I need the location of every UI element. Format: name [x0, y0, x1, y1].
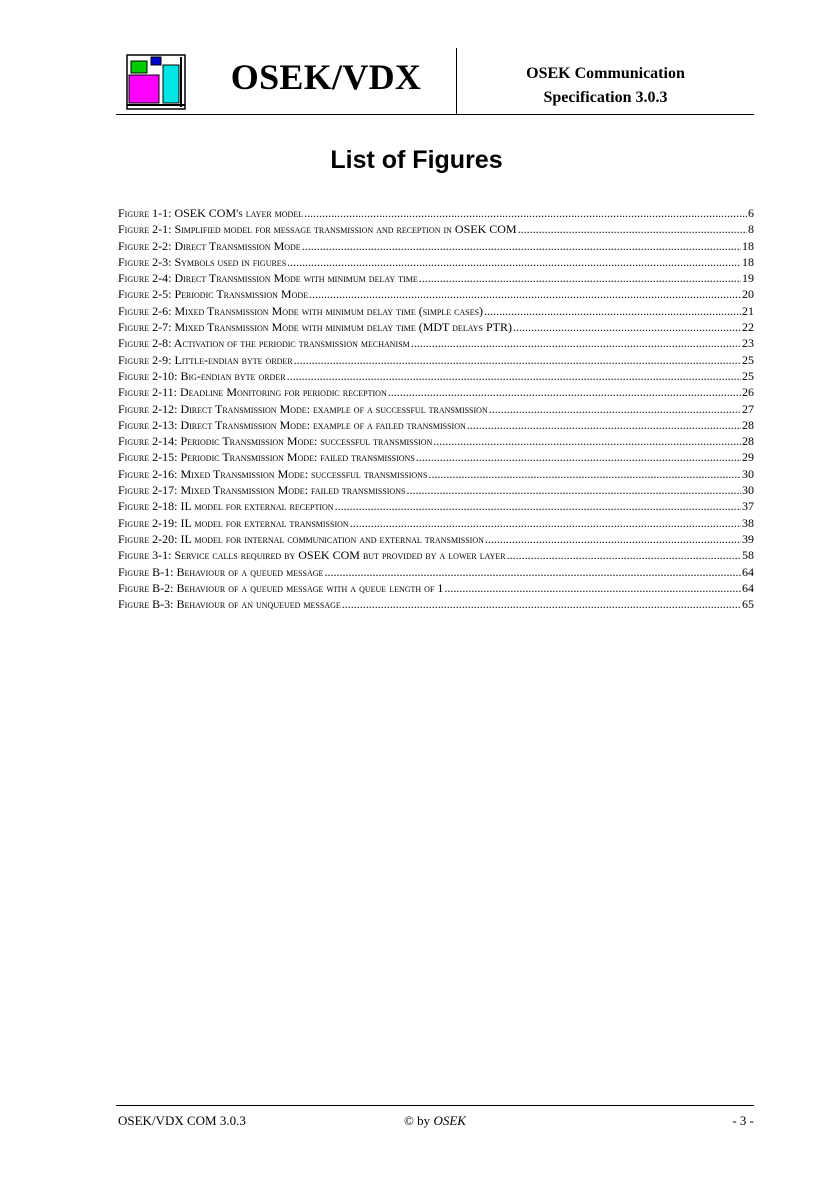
copyright-org: OSEK — [433, 1113, 466, 1128]
figure-entry-title — [118, 499, 334, 514]
figure-entry[interactable] — [118, 206, 754, 222]
dot-leader — [309, 287, 741, 302]
figure-entry-title — [118, 565, 323, 580]
figure-entry-title — [118, 450, 415, 465]
figure-entry[interactable] — [118, 222, 754, 238]
figure-entry[interactable] — [118, 597, 754, 613]
figure-label: Figure 2-17: — [118, 483, 178, 498]
figure-caption: Mixed Transmission Mode: failed transmissions — [180, 483, 406, 498]
figure-entry[interactable] — [118, 353, 754, 369]
figure-caption: Service calls required by OSEK COM but provided by a lower layer — [174, 548, 506, 563]
figure-entry-title — [118, 434, 432, 449]
figure-entry[interactable] — [118, 499, 754, 515]
figure-entry-title — [118, 304, 483, 319]
figure-entry[interactable] — [118, 450, 754, 466]
figure-entry-title — [118, 483, 405, 498]
figure-entry-title — [118, 320, 512, 335]
figure-page-number: 64 — [742, 564, 754, 579]
figure-caption: IL model for external reception — [180, 499, 334, 514]
figure-entry-title — [118, 532, 484, 547]
dot-leader — [428, 467, 741, 482]
figure-label: Figure 2-16: — [118, 466, 178, 481]
figure-entry[interactable] — [118, 565, 754, 581]
figure-entry[interactable] — [118, 304, 754, 320]
figure-label: Figure 2-12: — [118, 401, 178, 416]
figure-caption: Periodic Transmission Mode: successful transmission — [180, 434, 433, 449]
figure-caption: Mixed Transmission Mode with minimum delay time (MDT delays PTR) — [174, 320, 512, 335]
dot-leader — [518, 222, 747, 237]
figure-entry[interactable] — [118, 402, 754, 418]
figure-page-number: 39 — [742, 531, 754, 546]
dot-leader — [324, 565, 741, 580]
figure-page-number: 20 — [742, 287, 754, 302]
footer-doc-id: OSEK/VDX COM 3.0.3 — [118, 1113, 246, 1128]
figure-page-number: 21 — [742, 303, 754, 318]
dot-leader — [335, 499, 741, 514]
figure-entry[interactable] — [118, 434, 754, 450]
figure-page-number: 27 — [742, 401, 754, 416]
figure-entry[interactable] — [118, 483, 754, 499]
figure-caption: Direct Transmission Mode: example of a failed transmission — [180, 417, 466, 432]
figure-page-number: 18 — [742, 254, 754, 269]
page-header — [116, 48, 754, 115]
figure-label: Figure 2-19: — [118, 515, 178, 530]
figure-entry[interactable] — [118, 467, 754, 483]
dot-leader — [507, 548, 741, 563]
figure-entry-title — [118, 287, 308, 302]
figure-caption: Periodic Transmission Mode — [174, 287, 309, 302]
figure-entry[interactable] — [118, 320, 754, 336]
figure-caption: Behaviour of a queued message — [176, 564, 324, 579]
figure-label: Figure 2-8: — [118, 336, 172, 351]
dot-leader — [388, 385, 741, 400]
figure-caption: Mixed Transmission Mode with minimum delay time (simple cases) — [174, 303, 484, 318]
dot-leader — [484, 304, 741, 319]
figure-entry[interactable] — [118, 369, 754, 385]
figure-page-number: 26 — [742, 385, 754, 400]
spec-title — [457, 62, 754, 110]
figure-label: Figure 2-10: — [118, 368, 178, 383]
figure-entry[interactable] — [118, 581, 754, 597]
brand-title: OSEK/VDX — [230, 57, 422, 97]
figure-entry[interactable] — [118, 255, 754, 271]
figure-entry[interactable] — [118, 336, 754, 352]
dot-leader — [287, 255, 741, 270]
figure-caption: Activation of the periodic transmission mechanism — [173, 336, 410, 351]
dot-leader — [406, 483, 741, 498]
figure-caption: IL model for internal communication and external transmission — [180, 531, 484, 546]
figure-entry-title — [118, 385, 387, 400]
figure-caption: Direct Transmission Mode — [174, 238, 301, 253]
figure-label: Figure B-2: — [118, 580, 174, 595]
figure-entry-title — [118, 418, 466, 433]
figure-label: Figure 2-9: — [118, 352, 172, 367]
figure-caption: Big-endian byte order — [180, 368, 286, 383]
figure-page-number: 25 — [742, 352, 754, 367]
figure-page-number: 30 — [742, 466, 754, 481]
figure-label: Figure 2-5: — [118, 287, 172, 302]
figure-entry-title — [118, 369, 286, 384]
figure-page-number: 23 — [742, 336, 754, 351]
dot-leader — [419, 271, 741, 286]
figure-label: Figure 2-4: — [118, 271, 172, 286]
figure-entry-title — [118, 222, 517, 237]
dot-leader — [304, 206, 747, 221]
figure-caption: Simplified model for message transmission and reception in OSEK COM — [174, 222, 517, 237]
figure-caption: Mixed Transmission Mode: successful transmissions — [180, 466, 428, 481]
figure-label: Figure 2-13: — [118, 417, 178, 432]
figure-page-number: 65 — [742, 597, 754, 612]
figure-entry-title — [118, 581, 443, 596]
figure-label: Figure 2-7: — [118, 320, 172, 335]
figure-entry-title — [118, 239, 301, 254]
figure-entry-title — [118, 206, 303, 221]
figure-caption: Direct Transmission Mode: example of a successful transmission — [180, 401, 488, 416]
figure-page-number: 58 — [742, 548, 754, 563]
figure-page-number: 28 — [742, 417, 754, 432]
figure-entry[interactable] — [118, 418, 754, 434]
figure-caption: Behaviour of a queued message with a queue length of 1 — [176, 580, 444, 595]
dot-leader — [287, 369, 741, 384]
footer-page-number: - 3 - — [732, 1113, 754, 1128]
figure-entry-title — [118, 467, 427, 482]
figure-label: Figure 3-1: — [118, 548, 172, 563]
dot-leader — [444, 581, 741, 596]
figure-caption: Behaviour of an unqueued message — [176, 597, 341, 612]
figure-entry[interactable] — [118, 271, 754, 287]
figure-page-number: 29 — [742, 450, 754, 465]
spec-line-1: OSEK Communication — [526, 65, 685, 82]
footer-copyright — [116, 1113, 754, 1129]
figure-caption: IL model for external transmission — [180, 515, 349, 530]
dot-leader — [489, 402, 741, 417]
dot-leader — [433, 434, 741, 449]
osek-logo-icon — [125, 53, 187, 111]
figure-page-number: 19 — [742, 271, 754, 286]
figure-label: Figure 2-1: — [118, 222, 172, 237]
figure-page-number: 28 — [742, 434, 754, 449]
figure-entry[interactable] — [118, 516, 754, 532]
figure-page-number: 22 — [742, 320, 754, 335]
figure-entry[interactable] — [118, 548, 754, 564]
figure-page-number: 18 — [742, 238, 754, 253]
figure-caption: Periodic Transmission Mode: failed transmissions — [180, 450, 415, 465]
figure-entry[interactable] — [118, 532, 754, 548]
dot-leader — [513, 320, 741, 335]
dot-leader — [485, 532, 741, 547]
figure-caption: Symbols used in figures — [174, 254, 287, 269]
dot-leader — [350, 516, 741, 531]
figure-label: Figure 2-11: — [118, 385, 177, 400]
figure-label: Figure 2-3: — [118, 254, 172, 269]
figure-entry[interactable] — [118, 385, 754, 401]
figure-caption: Direct Transmission Mode with minimum delay time — [174, 271, 418, 286]
figure-entry-title — [118, 271, 418, 286]
figure-entry[interactable] — [118, 239, 754, 255]
figure-entry-title — [118, 516, 349, 531]
page-title: List of Figures — [330, 146, 503, 174]
dot-leader — [416, 450, 741, 465]
figure-caption: Little-endian byte order — [174, 352, 293, 367]
figure-label: Figure 1-1: — [118, 206, 172, 220]
figure-page-number: 6 — [748, 206, 754, 220]
figure-label: Figure 2-15: — [118, 450, 178, 465]
figure-caption: Deadline Monitoring for periodic reception — [180, 385, 387, 400]
figure-list — [118, 206, 754, 613]
spec-line-2: Specification 3.0.3 — [543, 89, 668, 106]
figure-entry-title — [118, 402, 488, 417]
figure-entry[interactable] — [118, 287, 754, 303]
figure-entry-title — [118, 336, 410, 351]
figure-label: Figure 2-6: — [118, 303, 172, 318]
copyright-prefix: © by — [404, 1113, 431, 1128]
dot-leader — [342, 597, 741, 612]
figure-label: Figure 2-14: — [118, 434, 178, 449]
figure-entry-title — [118, 548, 506, 563]
figure-entry-title — [118, 597, 341, 612]
figure-entry-title — [118, 353, 293, 368]
figure-page-number: 8 — [748, 222, 754, 237]
figure-page-number: 37 — [742, 499, 754, 514]
dot-leader — [411, 336, 741, 351]
figure-page-number: 30 — [742, 483, 754, 498]
dot-leader — [467, 418, 741, 433]
figure-label: Figure B-1: — [118, 564, 174, 579]
figure-entry-title — [118, 255, 286, 270]
figure-caption: OSEK COM's layer model — [174, 206, 304, 220]
figure-label: Figure B-3: — [118, 597, 174, 612]
figure-page-number: 38 — [742, 515, 754, 530]
figure-label: Figure 2-2: — [118, 238, 172, 253]
figure-label: Figure 2-20: — [118, 531, 178, 546]
figure-page-number: 25 — [742, 368, 754, 383]
figure-page-number: 64 — [742, 580, 754, 595]
page-footer — [116, 1105, 754, 1136]
figure-label: Figure 2-18: — [118, 499, 178, 514]
dot-leader — [294, 353, 741, 368]
dot-leader — [302, 239, 741, 254]
